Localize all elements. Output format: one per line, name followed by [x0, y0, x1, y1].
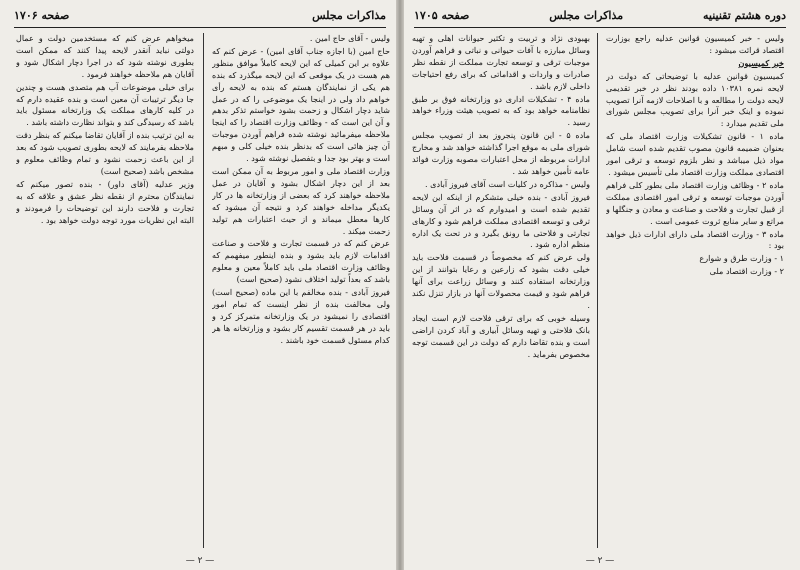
paragraph: ماده ۴ - تشکیلات اداری دو وزارتخانه فوق بر طبق نظامنامه خواهد بود که به تصویب هیئت وزراء خواهد رسید .: [412, 93, 590, 128]
paragraph: ماده ۳ - وزارت اقتصاد ملی دارای ادارات ذیل خواهد بود :: [606, 228, 784, 251]
right-page-title: مذاکرات مجلس: [549, 8, 624, 22]
section-heading: خبر کمیسیون: [738, 57, 784, 68]
paragraph: به این ترتیب بنده از آقایان تقاضا میکنم که بنظر دقت ملاحظه بفرمایند که لایحه بطوری تصویب شود که بعد از این باعث زحمت نشود و تمام وظائف معلوم و مشخص باشد (صحیح است): [16, 130, 194, 176]
paragraph: ماده ۲ - وظائف وزارت اقتصاد ملی بطور کلی فراهم آوردن موجبات توسعه و ترقی امور اقتصادی مملکت از قبیل تجارت و فلاحت و صناعت و معادن و جنگلها و مراتع و سایر منابع ثروت عمومی است .: [606, 179, 784, 226]
paragraph: ولیس - آقای حاج امین .: [309, 33, 390, 43]
paragraph: ماده ۵ - این قانون پنجروز بعد از تصویب مجلس شورای ملی به موقع اجرا گذاشته خواهد شد و مخارج ادارات مربوطه از محل اعتبارات مصوبه وزارت فوائد عامه تأمین خواهد شد .: [412, 130, 590, 176]
paragraph: عرض کنم که در قسمت تجارت و فلاحت و صناعت اقدامات لازم باید بشود و بنده اینطور میفهمم که وظائف وزارت اقتصاد ملی باید کاملاً معین و معلوم باشد که بعداً تولید اختلاف نشود (صحیح است): [212, 238, 390, 285]
left-page-right-column: [212, 33, 390, 548]
left-page-title: مذاکرات مجلس: [312, 8, 386, 22]
paragraph: وسیله خوبی که برای ترقی فلاحت لازم است ایجاد بانک فلاحتی و تهیه وسائل آبیاری و آباد کردن اراضی است و بنده تقاضا دارم که دولت در این قسمت توجه مخصوص بفرماید .: [412, 312, 590, 359]
paragraph: ولی عرض کنم که مخصوصاً در قسمت فلاحت باید خیلی دقت بشود که زارعین و رعایا بتوانند از این وزارتخانه استفاده کنند و وسائل زراعت برای آنها فراهم شود و قیمت محصولات آنها در بازار تنزل نکند .: [412, 252, 590, 310]
paragraph: فیروز آبادی - بنده مخالفم با این ماده (صحیح است) ولی مخالفت بنده از نظر اینست که تمام امور اقتصادی را نمیشود در یک وزارتخانه متمرکز کرد و باید در هر قسمت تقسیم کار بشود و وزارتخانه ها هر کدام مسئول قسمت خود باشند .: [212, 287, 390, 345]
paragraph: ولیس - خبر کمیسیون قوانین عدلیه راجع بوزارت اقتصاد قرائت میشود :: [606, 33, 784, 55]
paragraph: حاج امین (با اجازه جناب آقای امین) - عرض کنم که علاوه بر این کمیلی که این لایحه کاملاً موافق منظور هم هست در یک موقعی که این لایحه میگذرد که بنده هم یکی از نمایندگان هستم که بنده به لایحه رأی خواهم داد ولی در اینجا یک موضوعی را که در عمل شاید دچار اشکال و زحمت بشود خواستم تذکر بدهم و آن این است که - وظائف وزارت اقتصاد را که اینجا ملاحظه میفرمائید نوشته شده فراهم آوردن موجبات آن چیز هائی است که بدنظر بنده خیلی کلی و مبهم است و بهتر بود جدا و بتفصیل نوشته شود .: [212, 45, 390, 164]
right-page-session: دوره هشتم تقنینیه: [703, 8, 786, 22]
left-page-left-column: [16, 33, 194, 548]
right-header-rule: [414, 27, 786, 28]
left-column-divider: [203, 33, 204, 548]
right-page-header: [414, 6, 786, 24]
paragraph: بهبودی نژاد و تربیت و تکثیر حیوانات اهلی و تهیه وسائل مبارزه با آفات حیوانی و نباتی و فراهم آوردن موجبات ترقی و توسعه تجارت مملکت از نقطه نظر صادرات و واردات و اقداماتی که برای رفع احتیاجات داخلی لازم باشد .: [412, 33, 590, 91]
paragraph: وزیر عدلیه (آقای داور) - بنده تصور میکنم که نمایندگان محترم از نقطه نظر عشق و علاقه که به تجارت و فلاحت دارند این توضیحات را فرمودند و البته این نظریات مورد توجه دولت خواهد بود .: [16, 178, 194, 225]
right-page-right-column: [606, 33, 784, 548]
right-column-divider: [597, 33, 598, 548]
right-page-number: صفحه ۱۷۰۵: [414, 8, 470, 22]
paragraph: ماده ۱ - قانون تشکیلات وزارت اقتصاد ملی که بعنوان ضمیمه قانون مصوب تقدیم شده است شامل مواد ذیل میباشد و نظر بلزوم توسعه و ترقی امور اقتصادی مملکت وزارت اقتصاد ملی تأسیس میشود .: [606, 131, 784, 177]
paragraph: وزارت اقتصاد ملی و امور مربوط به آن ممکن است بعد از این دچار اشکال بشود و آقایان در عمل ملاحظه خواهند کرد که بعضی از وزارتخانه ها در کار یکدیگر مداخله خواهند کرد و نتیجه آن میشود که کارها معطل میماند و از حیث اعتبارات هم تولید زحمت میکند .: [212, 165, 390, 236]
right-page: [400, 0, 800, 570]
list-item: ۱ - وزارت طرق و شوارع: [699, 253, 784, 264]
book-gutter: [396, 0, 404, 570]
paragraph: کمیسیون قوانین عدلیه با توضیحاتی که دولت در لایحه نمره ۱۰۳۸۱ داده بودند نظر در خبر تقدیمی لایحه دولت را مطالعه و با اصلاحات لازمه آنرا تصویب نموده و اینک خبر آنرا برای تصویب مجلس شورای ملی تقدیم میدارد :: [606, 70, 784, 129]
paragraph: ولیس - مذاکره در کلیات است آقای فیروز آبادی .: [425, 178, 590, 189]
list-item: ۲ - وزارت اقتصاد ملی: [709, 266, 784, 277]
left-page-footer: — ۲ —: [185, 556, 215, 566]
paragraph: فیروز آبادی - بنده خیلی متشکرم از اینکه این لایحه تقدیم شده است و امیدوارم که در اثر آن وسائل ترقی و توسعه اقتصادی مملکت فراهم شود و کارهای تجارتی و فلاحتی ما رونق بگیرد و در تحت یک اداره منظم اداره شود .: [412, 191, 590, 250]
right-page-footer: — ۲ —: [585, 556, 615, 566]
left-page-header: [14, 6, 386, 24]
left-header-rule: [14, 27, 386, 28]
paragraph: برای خیلی موضوعات آب هم متصدی هست و چندین جا دیگر ترتیبات آن معین است و بنده عقیده دارم که در کلیه کارهای مملکت یک وزارتخانه مسئول باید باشد که رسیدگی کند و بتواند نظارت داشته باشد .: [16, 81, 194, 128]
left-page-number: صفحه ۱۷۰۶: [14, 8, 70, 22]
right-page-left-column: [412, 33, 590, 548]
paragraph: میخواهم عرض کنم که مستخدمین دولت و عمال دولتی نباید آنقدر لایحه پیدا کنند که ممکن است بطوری نوشته شود که در اجرا دچار اشکال شود و آقایان هم ملاحظه خواهند فرمود .: [16, 33, 194, 79]
